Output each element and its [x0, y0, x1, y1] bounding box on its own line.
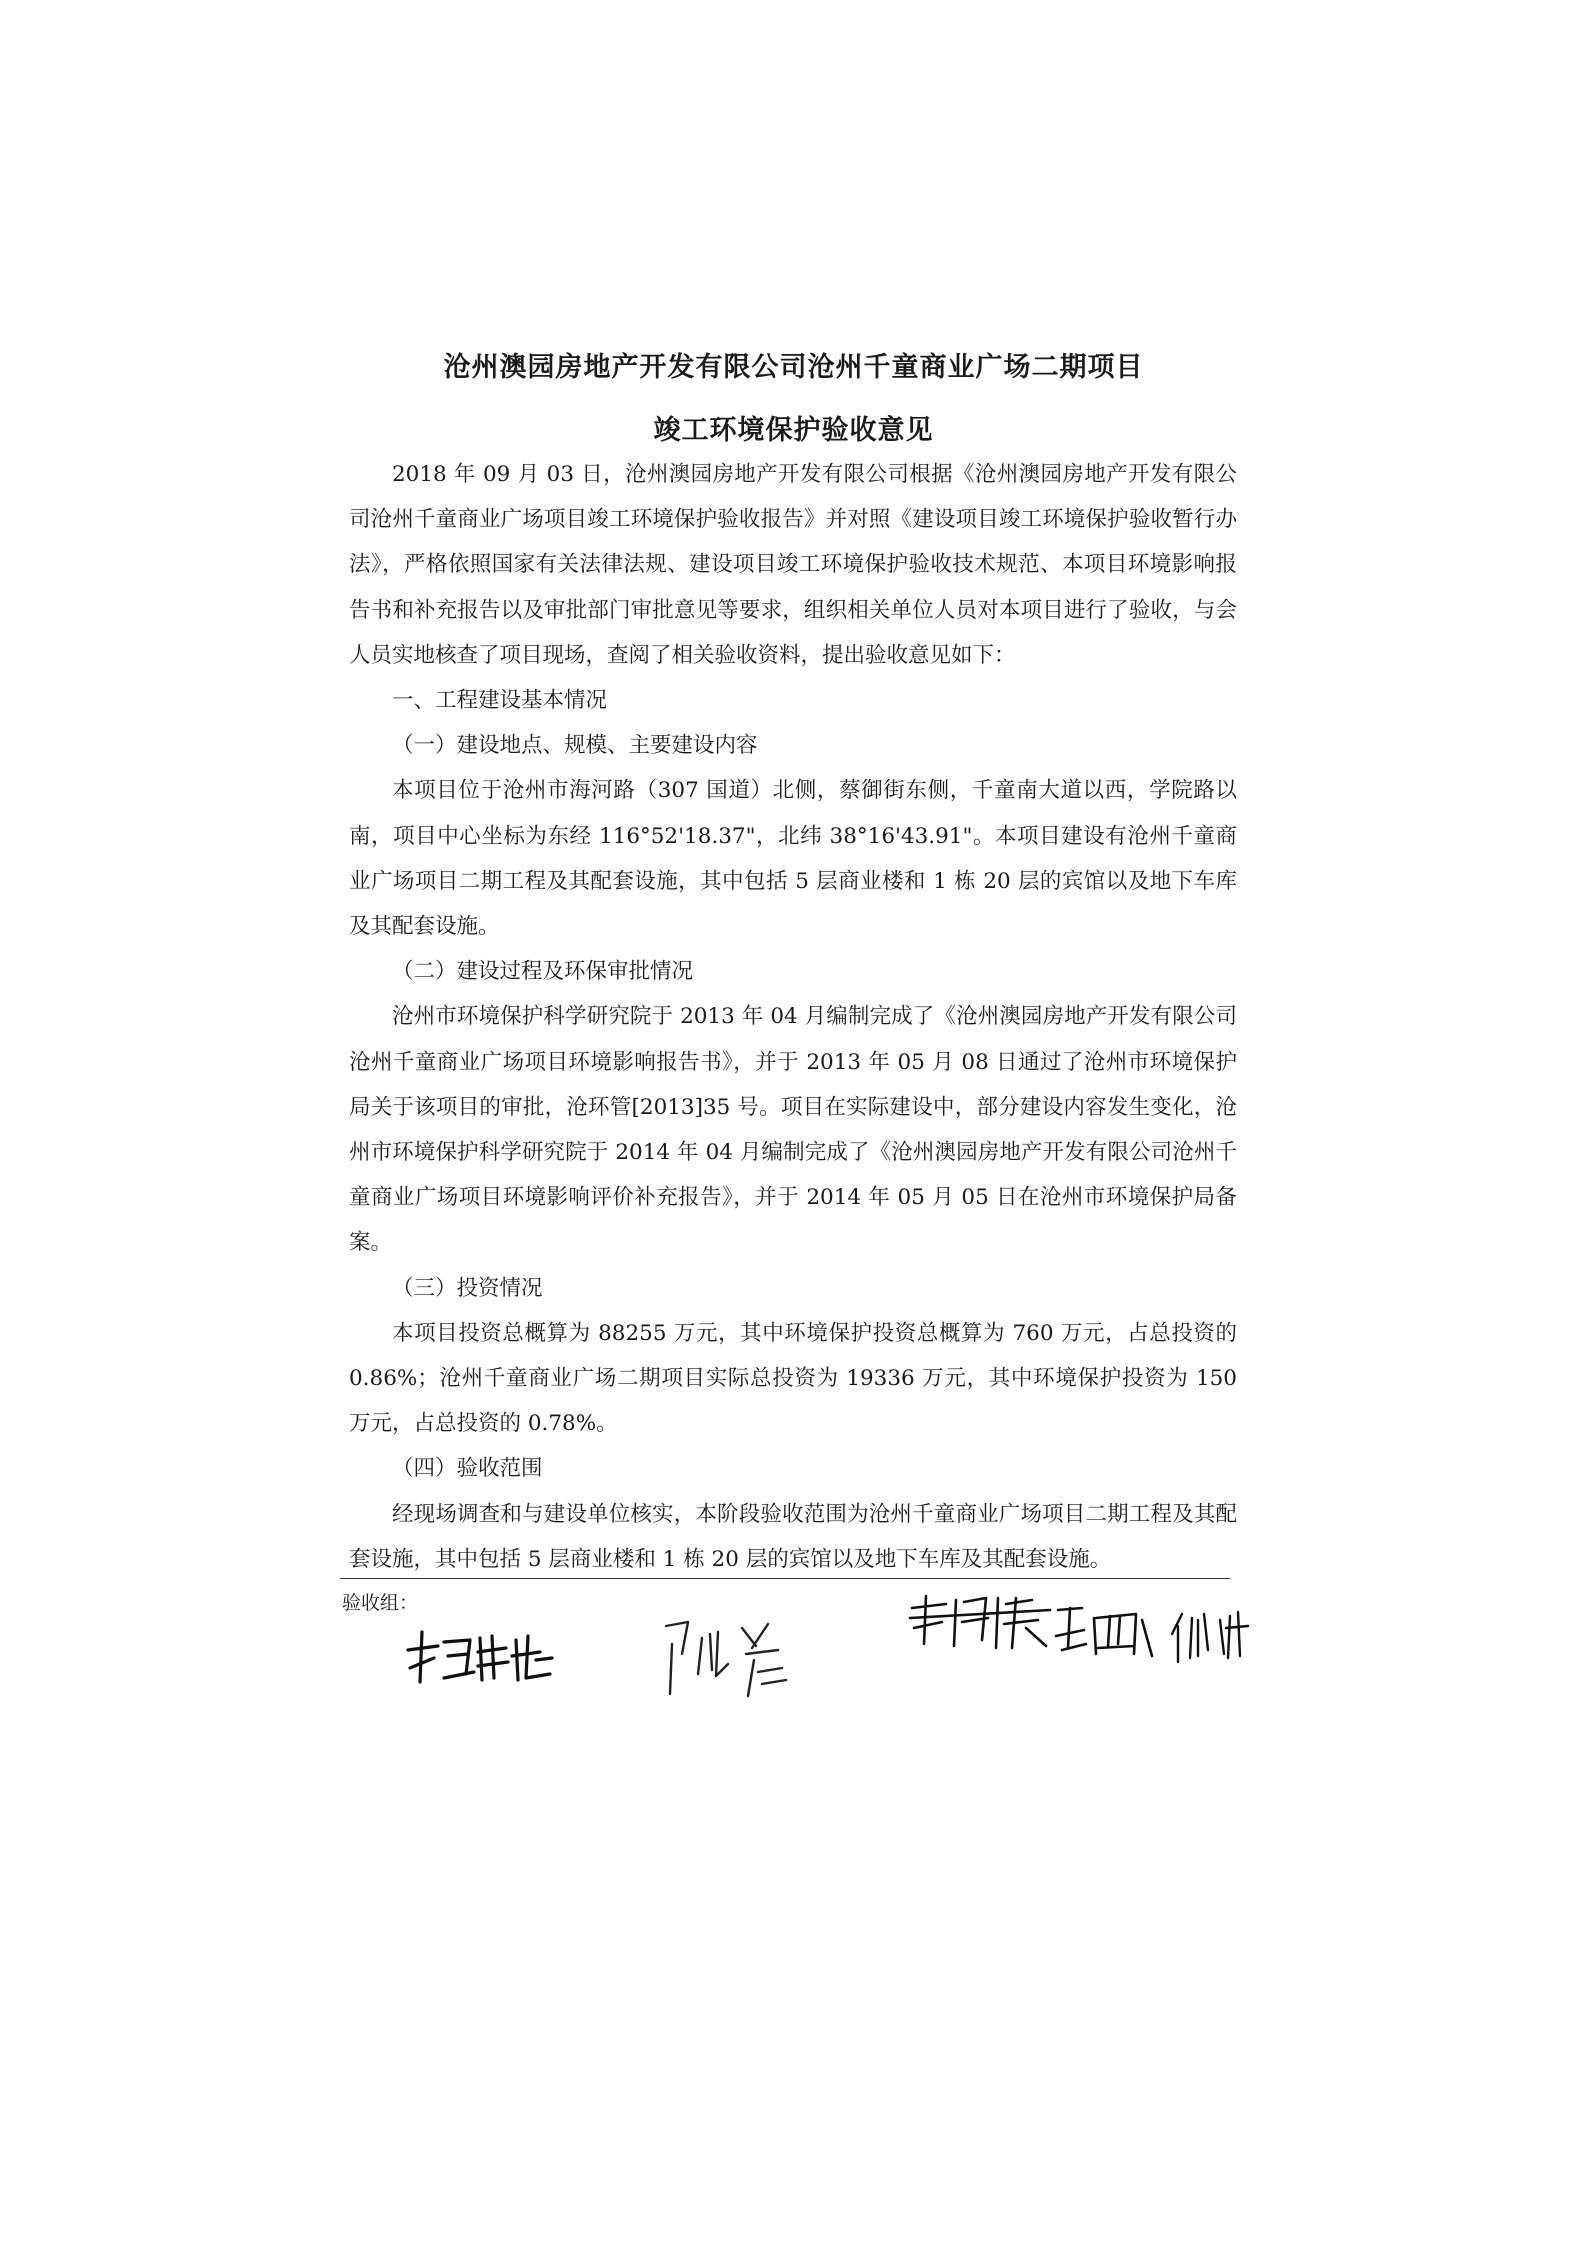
signature-3 — [906, 1588, 1056, 1668]
scope-paragraph: 经现场调查和与建设单位核实，本阶段验收范围为沧州千童商业广场项目二期工程及其配套设施，其中包括 5 层商业楼和 1 栋 20 层的宾馆以及地下车库及其配套设施。 — [349, 1501, 1237, 1572]
signature-2 — [658, 1614, 818, 1704]
signature-divider — [340, 1578, 1230, 1579]
approval-paragraph: 沧州市环境保护科学研究院于 2013 年 04 月编制完成了《沧州澳园房地产开发有限公司沧州千童商业广场项目环境影响报告书》，并于 2013 年 05 月 08 日通过了沧州市环境保护局关于该项目的审批，沧环管[2013]35 号。项目在实际建设中，部分建设内容发生变化，沧州市环境保护科学研究院于 2014 年 04 月编制完成了《沧州澳园房地产开发有限公司沧州千童商业广场项目环境影响评价补充报告》，并于 2014 年 05 月 05 日在沧州市环境保护局备案。 — [349, 1004, 1237, 1256]
document-body — [349, 452, 1237, 1582]
acceptance-group-label: 验收组： — [342, 1592, 419, 1614]
subsection-heading-location: （一）建设地点、规模、主要建设内容 — [392, 733, 758, 759]
signature-1 — [400, 1622, 570, 1692]
subsection-heading-investment: （三）投资情况 — [392, 1275, 543, 1301]
document-title-line1: 沧州澳园房地产开发有限公司沧州千童商业广场二期项目 — [443, 352, 1144, 383]
section-heading-1: 一、工程建设基本情况 — [392, 688, 608, 714]
signature-4 — [1052, 1596, 1162, 1676]
document-title-line2: 竣工环境保护验收意见 — [653, 415, 934, 446]
subsection-heading-approval: （二）建设过程及环保审批情况 — [392, 959, 694, 985]
investment-paragraph: 本项目投资总概算为 88255 万元，其中环境保护投资总概算为 760 万元，占总投资的 0.86%；沧州千童商业广场二期项目实际总投资为 19336 万元，其中环境保护投资为 150 万元，占总投资的 0.78%。 — [349, 1320, 1237, 1437]
intro-paragraph: 2018 年 09 月 03 日，沧州澳园房地产开发有限公司根据《沧州澳园房地产开发有限公司沧州千童商业广场项目竣工环境保护验收报告》并对照《建设项目竣工环境保护验收暂行办法》，严格依照国家有关法律法规、建设项目竣工环境保护验收技术规范、本项目环境影响报告书和补充报告以及审批部门审批意见等要求，组织相关单位人员对本项目进行了验收，与会人员实地核查了项目现场，查阅了相关验收资料，提出验收意见如下： — [349, 462, 1237, 668]
signature-5 — [1168, 1598, 1258, 1678]
subsection-heading-scope: （四）验收范围 — [392, 1456, 543, 1482]
location-paragraph: 本项目位于沧州市海河路（307 国道）北侧，蔡御街东侧，千童南大道以西，学院路以南，项目中心坐标为东经 116°52'18.37"，北纬 38°16'43.91"。本项目建设有沧州千童商业广场项目二期工程及其配套设施，其中包括 5 层商业楼和 1 栋 20 层的宾馆以及地下车库及其配套设施。 — [349, 778, 1237, 940]
